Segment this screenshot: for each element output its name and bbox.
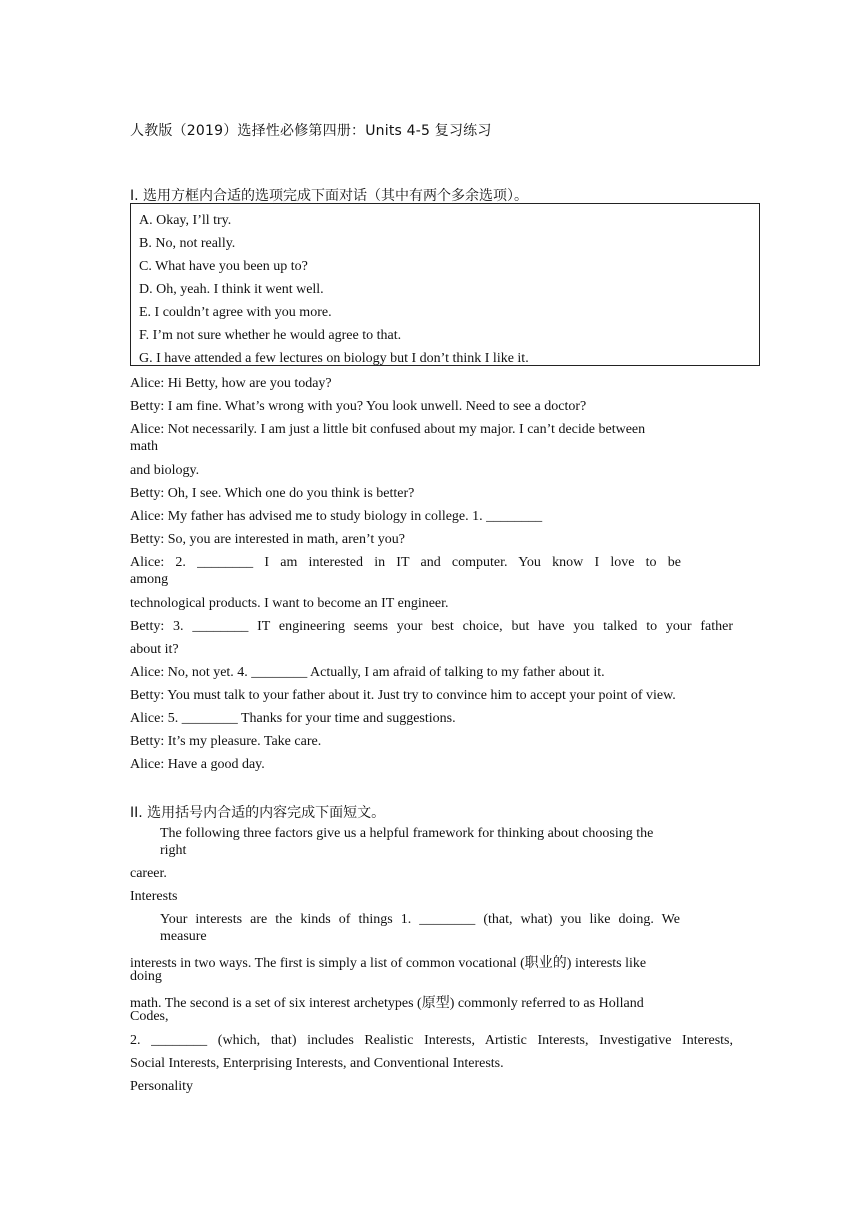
dialogue-line: Alice: 2. ________ I am interested in IT and computer. You know I love to be — [130, 555, 681, 570]
dialogue-line: about it? — [130, 642, 179, 657]
dialogue-line: Alice: Have a good day. — [130, 757, 265, 772]
passage-line: Social Interests, Enterprising Interests, and Conventional Interests. — [130, 1056, 504, 1071]
option-f: F. I’m not sure whether he would agree to that. — [139, 328, 402, 343]
passage-line: right — [160, 843, 187, 858]
dialogue-line: among — [130, 572, 169, 587]
dialogue-line: Alice: 5. ________ Thanks for your time and suggestions. — [130, 711, 456, 726]
option-e: E. I couldn’t agree with you more. — [139, 305, 332, 320]
dialogue-line: Alice: Hi Betty, how are you today? — [130, 376, 332, 391]
dialogue-line: Betty: So, you are interested in math, aren’t you? — [130, 532, 406, 547]
option-c: C. What have you been up to? — [139, 259, 308, 274]
dialogue-line: Betty: It’s my pleasure. Take care. — [130, 734, 322, 749]
dialogue-line: Alice: Not necessarily. I am just a little bit confused about my major. I can’t decide between — [130, 422, 646, 437]
dialogue-line: Betty: You must talk to your father about it. Just try to convince him to accept your point of view. — [130, 688, 676, 703]
option-g: G. I have attended a few lectures on biology but I don’t think I like it. — [139, 351, 529, 366]
dialogue-line: and biology. — [130, 463, 200, 478]
passage-line: 2. ________ (which, that) includes Realistic Interests, Artistic Interests, Investigative Interests, — [130, 1033, 733, 1048]
passage-line: Your interests are the kinds of things 1. ________ (that, what) you like doing. We — [160, 912, 680, 927]
option-d: D. Oh, yeah. I think it went well. — [139, 282, 324, 297]
dialogue-line: Betty: I am fine. What’s wrong with you? You look unwell. Need to see a doctor? — [130, 399, 587, 414]
passage-line: math. The second is a set of six interest archetypes (原型) commonly referred to as Holland — [130, 996, 644, 1011]
dialogue-line: Alice: No, not yet. 4. ________ Actually, I am afraid of talking to my father about it. — [130, 665, 605, 680]
dialogue-line: Alice: My father has advised me to study biology in college. 1. ________ — [130, 509, 543, 524]
passage-subheading: Personality — [130, 1079, 193, 1094]
dialogue-line: Betty: 3. ________ IT engineering seems your best choice, but have you talked to your father — [130, 619, 733, 634]
option-b: B. No, not really. — [139, 236, 236, 251]
document-title: 人教版（2019）选择性必修第四册：Units 4-5 复习练习 — [130, 123, 492, 139]
passage-line: measure — [160, 929, 207, 944]
passage-line: Codes, — [130, 1009, 169, 1024]
passage-subheading: Interests — [130, 889, 178, 904]
passage-line: doing — [130, 969, 162, 984]
dialogue-line: math — [130, 439, 158, 454]
option-a: A. Okay, I’ll try. — [139, 213, 232, 228]
options-box — [130, 203, 760, 366]
passage-line: interests in two ways. The first is simply a list of common vocational (职业的) interests like — [130, 956, 647, 971]
section-1-heading: I. 选用方框内合适的选项完成下面对话（其中有两个多余选项）。 — [130, 188, 529, 204]
dialogue-line: Betty: Oh, I see. Which one do you think is better? — [130, 486, 415, 501]
passage-line: career. — [130, 866, 167, 881]
passage-line: The following three factors give us a helpful framework for thinking about choosing the — [160, 826, 654, 841]
section-2-heading: II. 选用括号内合适的内容完成下面短文。 — [130, 805, 386, 821]
dialogue-line: technological products. I want to become an IT engineer. — [130, 596, 449, 611]
